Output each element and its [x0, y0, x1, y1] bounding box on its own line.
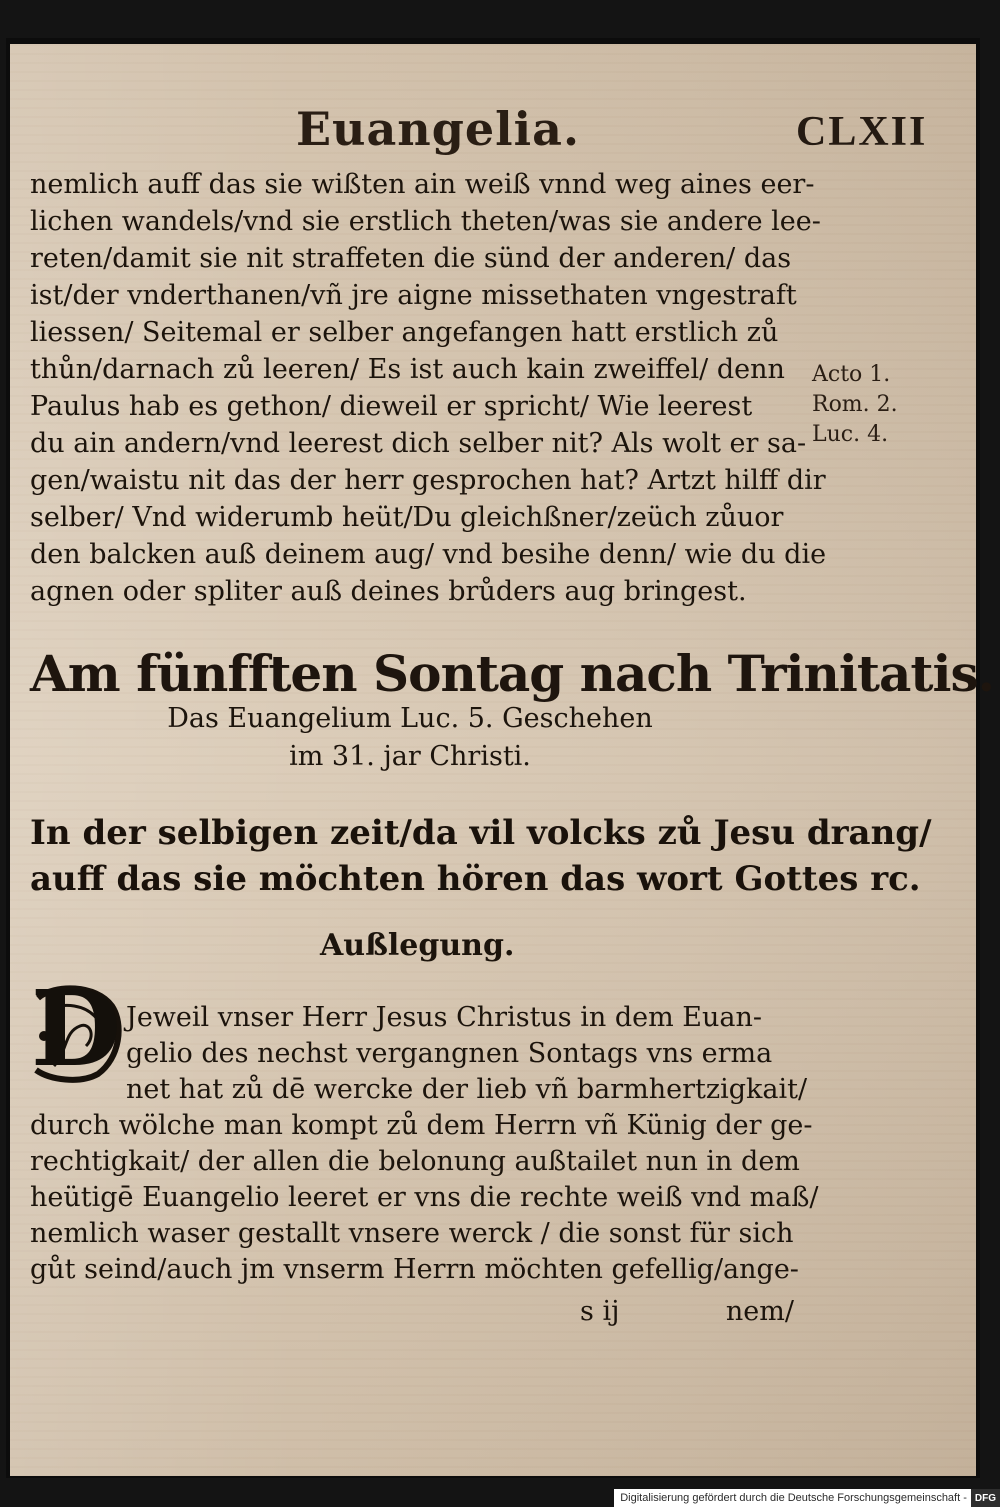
- credit-text: Digitalisierung gefördert durch die Deutsche Forschungsgemeinschaft -: [620, 1492, 967, 1504]
- para-line: rechtigkait/ der allen die belonung außtailet nun in dem: [30, 1146, 800, 1177]
- text-line: agnen oder spliter auß deines brůders aug bringest.: [30, 576, 747, 607]
- para-line: gůt seind/auch jm vnserm Herrn möchten gefellig/ange-: [30, 1254, 799, 1285]
- text-line: thůn/darnach zů leeren/ Es ist auch kain zweiffel/ denn: [30, 354, 785, 385]
- text-line: du ain andern/vnd leerest dich selber nit? Als wolt er sa-: [30, 428, 807, 459]
- text-line: ist/der vnderthanen/vñ jre aigne missethaten vngestraft: [30, 280, 797, 311]
- initial-letter: D: [30, 967, 122, 1090]
- para-line: nemlich waser gestallt vnsere werck / die sonst für sich: [30, 1218, 794, 1249]
- digitization-credit: [614, 1489, 1000, 1507]
- margin-note: Acto 1.: [812, 362, 891, 387]
- para-line: durch wölche man kompt zů dem Herrn vñ Künig der ge-: [30, 1110, 813, 1141]
- dfg-logo: DFG: [971, 1489, 1000, 1507]
- top-text-block: [30, 166, 827, 610]
- subheading-line: Das Euangelium Luc. 5. Geschehen: [167, 703, 653, 734]
- para-line: net hat zů dē wercke der lieb vñ barmhertzigkait/: [126, 1074, 808, 1105]
- para-line: Jeweil vnser Herr Jesus Christus in dem Euan-: [126, 1002, 763, 1033]
- margin-note: Rom. 2.: [812, 392, 898, 417]
- text-line: Paulus hab es gethon/ dieweil er spricht/ Wie leerest: [30, 391, 753, 422]
- para-line: heütigē Euangelio leeret er vns die rechte weiß vnd maß/: [30, 1182, 819, 1213]
- text-line: reten/damit sie nit straffeten die sünd der anderen/ das: [30, 243, 792, 274]
- text-line: gen/waistu nit das der herr gesprochen hat? Artzt hilff dir: [30, 465, 826, 496]
- exposition-title: Außlegung.: [320, 928, 515, 963]
- incipit-line: In der selbigen zeit/da vil volcks zů Jesu drang/: [30, 813, 932, 853]
- gospel-reference: [100, 700, 720, 776]
- incipit-line: auff das sie möchten hören das wort Gottes rc.: [30, 859, 921, 899]
- para-line: gelio des nechst vergangnen Sontags vns erma: [126, 1038, 773, 1069]
- subheading-line: im 31. jar Christi.: [289, 741, 531, 772]
- folio-number: CLXII: [796, 109, 928, 155]
- section-heading: Am fünfften Sontag nach Trinitatis.: [30, 644, 995, 703]
- exposition-paragraph: [30, 1000, 819, 1288]
- signature-mark: s ij: [580, 1296, 620, 1327]
- text-line: den balcken auß deinem aug/ vnd besihe denn/ wie du die: [30, 539, 827, 570]
- margin-notes: [812, 360, 898, 450]
- text-line: lichen wandels/vnd sie erstlich theten/was sie andere lee-: [30, 206, 821, 237]
- catchword: nem/: [725, 1296, 794, 1327]
- running-head: Euangelia.: [296, 102, 580, 156]
- text-line: nemlich auff das sie wißten ain weiß vnnd weg aines eer-: [30, 169, 815, 200]
- margin-note: Luc. 4.: [812, 422, 889, 447]
- text-line: selber/ Vnd widerumb heüt/Du gleichßner/zeüch zůuor: [30, 502, 784, 533]
- text-line: liessen/ Seitemal er selber angefangen hatt erstlich zů: [30, 317, 779, 348]
- gospel-incipit: [30, 810, 932, 902]
